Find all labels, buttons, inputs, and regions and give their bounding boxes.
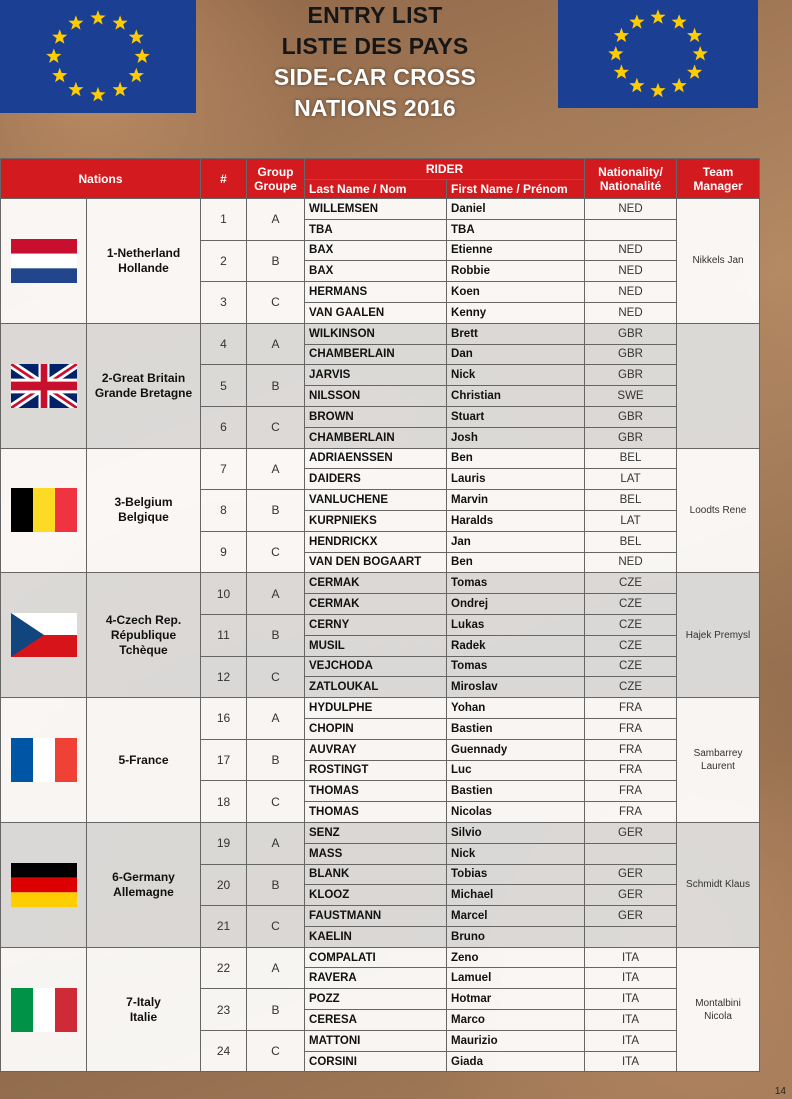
rider-first-name: Nick <box>447 843 585 864</box>
nation-name-fr: République <box>110 627 177 642</box>
rider-last-name: CHAMBERLAIN <box>305 427 447 448</box>
nation-name <box>87 822 201 947</box>
header-manager: Manager <box>693 178 743 193</box>
rider-nationality: GBR <box>585 427 677 448</box>
start-number: 3 <box>201 282 247 324</box>
header-nationality-en: Nationality/ <box>598 164 663 179</box>
rider-first-name: Lukas <box>447 614 585 635</box>
netherlands-flag-icon <box>11 239 77 283</box>
start-number: 12 <box>201 656 247 698</box>
rider-first-name: TBA <box>447 219 585 240</box>
rider-last-name: HYDULPHE <box>305 698 447 719</box>
rider-last-name: ROSTINGT <box>305 760 447 781</box>
nation-flag-cell <box>1 323 87 448</box>
nation-name-fr: Allemagne <box>113 884 174 899</box>
header-nations: Nations <box>1 159 201 199</box>
france-flag-icon <box>11 738 77 782</box>
nation-name-en: 7-Italy <box>126 994 161 1009</box>
belgium-flag-icon <box>11 488 77 532</box>
header-nationality <box>585 159 677 199</box>
start-number: 9 <box>201 531 247 573</box>
eu-flag-icon <box>558 0 758 108</box>
group-letter: B <box>247 240 305 282</box>
rider-last-name: KAELIN <box>305 926 447 947</box>
rider-last-name: THOMAS <box>305 802 447 823</box>
group-letter: A <box>247 698 305 740</box>
group-letter: A <box>247 448 305 490</box>
team-manager: Sambarrey Laurent <box>677 698 760 823</box>
rider-first-name: Nick <box>447 365 585 386</box>
rider-nationality: FRA <box>585 739 677 760</box>
rider-nationality: GER <box>585 885 677 906</box>
page-number: 14 <box>774 1086 786 1097</box>
rider-row <box>1 698 760 719</box>
start-number: 16 <box>201 698 247 740</box>
nation-name-en: 2-Great Britain <box>101 370 186 385</box>
header-group-fr: Groupe <box>254 178 297 193</box>
rider-first-name: Bastien <box>447 718 585 739</box>
start-number: 4 <box>201 323 247 365</box>
title-line-1: ENTRY LIST <box>307 2 443 28</box>
entry-list-table <box>0 158 760 1072</box>
start-number: 23 <box>201 989 247 1031</box>
rider-nationality: BEL <box>585 531 677 552</box>
rider-first-name: Robbie <box>447 261 585 282</box>
nation-flag-cell <box>1 199 87 324</box>
rider-last-name: ZATLOUKAL <box>305 677 447 698</box>
rider-first-name: Hotmar <box>447 989 585 1010</box>
rider-nationality: FRA <box>585 781 677 802</box>
rider-first-name: Nicolas <box>447 802 585 823</box>
rider-nationality: FRA <box>585 802 677 823</box>
start-number: 17 <box>201 739 247 781</box>
rider-last-name: FAUSTMANN <box>305 906 447 927</box>
rider-first-name: Tobias <box>447 864 585 885</box>
rider-first-name: Etienne <box>447 240 585 261</box>
nation-flag-cell <box>1 448 87 573</box>
rider-last-name: BROWN <box>305 406 447 427</box>
nation-name-fr-2: Tchèque <box>119 642 168 657</box>
rider-last-name: CERMAK <box>305 594 447 615</box>
nation-name-en: 5-France <box>118 752 169 767</box>
nation-flag-cell <box>1 822 87 947</box>
rider-first-name: Bastien <box>447 781 585 802</box>
rider-nationality: GBR <box>585 323 677 344</box>
group-letter: A <box>247 573 305 615</box>
start-number: 6 <box>201 406 247 448</box>
rider-first-name: Zeno <box>447 947 585 968</box>
nation-name <box>87 448 201 573</box>
rider-first-name: Bruno <box>447 926 585 947</box>
rider-first-name: Haralds <box>447 510 585 531</box>
rider-last-name: VEJCHODA <box>305 656 447 677</box>
group-letter: C <box>247 531 305 573</box>
rider-first-name: Michael <box>447 885 585 906</box>
rider-nationality: NED <box>585 282 677 303</box>
rider-last-name: WILLEMSEN <box>305 199 447 220</box>
rider-row <box>1 323 760 344</box>
nation-flag-cell <box>1 573 87 698</box>
group-letter: C <box>247 406 305 448</box>
rider-nationality: CZE <box>585 677 677 698</box>
rider-first-name: Brett <box>447 323 585 344</box>
start-number: 20 <box>201 864 247 906</box>
group-letter: B <box>247 614 305 656</box>
header-last-name: Last Name / Nom <box>305 180 447 199</box>
rider-first-name: Koen <box>447 282 585 303</box>
rider-nationality: CZE <box>585 594 677 615</box>
start-number: 18 <box>201 781 247 823</box>
rider-last-name: BAX <box>305 261 447 282</box>
header-first-name: First Name / Prénom <box>447 180 585 199</box>
rider-nationality: ITA <box>585 1010 677 1031</box>
nation-name <box>87 573 201 698</box>
nation-name-en: 4-Czech Rep. <box>105 612 182 627</box>
rider-nationality: NED <box>585 552 677 573</box>
rider-nationality <box>585 219 677 240</box>
nation-name-fr: Grande Bretagne <box>94 385 193 400</box>
uk-flag-icon <box>11 364 77 408</box>
rider-last-name: RAVERA <box>305 968 447 989</box>
start-number: 22 <box>201 947 247 989</box>
rider-nationality <box>585 843 677 864</box>
rider-first-name: Christian <box>447 386 585 407</box>
group-letter: B <box>247 365 305 407</box>
rider-row <box>1 822 760 843</box>
rider-first-name: Miroslav <box>447 677 585 698</box>
czech-flag-icon <box>11 613 77 657</box>
nation-name <box>87 698 201 823</box>
eu-flag-icon <box>0 0 196 113</box>
rider-nationality <box>585 926 677 947</box>
rider-nationality: LAT <box>585 469 677 490</box>
group-letter: C <box>247 1030 305 1072</box>
entries-body <box>1 199 760 1072</box>
rider-first-name: Lamuel <box>447 968 585 989</box>
rider-last-name: CHAMBERLAIN <box>305 344 447 365</box>
rider-first-name: Maurizio <box>447 1030 585 1051</box>
rider-nationality: GBR <box>585 406 677 427</box>
group-letter: A <box>247 947 305 989</box>
group-letter: A <box>247 822 305 864</box>
group-letter: B <box>247 739 305 781</box>
page-title <box>225 0 525 124</box>
rider-first-name: Ben <box>447 448 585 469</box>
group-letter: C <box>247 656 305 698</box>
rider-last-name: AUVRAY <box>305 739 447 760</box>
header-nationality-fr: Nationalité <box>599 178 662 193</box>
italy-flag-icon <box>11 988 77 1032</box>
nation-name-fr: Italie <box>129 1009 158 1024</box>
rider-first-name: Daniel <box>447 199 585 220</box>
rider-last-name: WILKINSON <box>305 323 447 344</box>
rider-nationality: ITA <box>585 968 677 989</box>
group-letter: B <box>247 864 305 906</box>
rider-last-name: JARVIS <box>305 365 447 386</box>
rider-nationality: CZE <box>585 635 677 656</box>
rider-nationality: CZE <box>585 573 677 594</box>
group-letter: C <box>247 906 305 948</box>
start-number: 19 <box>201 822 247 864</box>
rider-row <box>1 947 760 968</box>
rider-first-name: Tomas <box>447 656 585 677</box>
team-manager: Schmidt Klaus <box>677 822 760 947</box>
start-number: 1 <box>201 199 247 241</box>
rider-last-name: CERMAK <box>305 573 447 594</box>
rider-nationality: GER <box>585 906 677 927</box>
start-number: 2 <box>201 240 247 282</box>
header-number: # <box>201 159 247 199</box>
rider-nationality: NED <box>585 302 677 323</box>
rider-nationality: BEL <box>585 490 677 511</box>
rider-first-name: Jan <box>447 531 585 552</box>
rider-last-name: MATTONI <box>305 1030 447 1051</box>
header-team-manager <box>677 159 760 199</box>
rider-nationality: CZE <box>585 656 677 677</box>
rider-nationality: ITA <box>585 1030 677 1051</box>
nation-name-en: 6-Germany <box>112 869 175 884</box>
rider-nationality: NED <box>585 199 677 220</box>
rider-last-name: DAIDERS <box>305 469 447 490</box>
group-letter: C <box>247 781 305 823</box>
header-team: Team <box>702 164 734 179</box>
rider-nationality: CZE <box>585 614 677 635</box>
start-number: 11 <box>201 614 247 656</box>
rider-nationality: ITA <box>585 947 677 968</box>
nation-name-fr: Hollande <box>118 260 169 275</box>
nation-name <box>87 199 201 324</box>
rider-nationality: GBR <box>585 344 677 365</box>
group-letter: B <box>247 490 305 532</box>
header-group-en: Group <box>257 164 294 179</box>
rider-last-name: KLOOZ <box>305 885 447 906</box>
rider-first-name: Tomas <box>447 573 585 594</box>
rider-first-name: Marco <box>447 1010 585 1031</box>
rider-last-name: NILSSON <box>305 386 447 407</box>
team-manager: Montalbini Nicola <box>677 947 760 1072</box>
title-line-2: LISTE DES PAYS <box>281 33 469 59</box>
team-manager: Loodts Rene <box>677 448 760 573</box>
start-number: 5 <box>201 365 247 407</box>
rider-last-name: VANLUCHENE <box>305 490 447 511</box>
rider-first-name: Lauris <box>447 469 585 490</box>
germany-flag-icon <box>11 863 77 907</box>
rider-last-name: SENZ <box>305 822 447 843</box>
rider-first-name: Yohan <box>447 698 585 719</box>
rider-first-name: Luc <box>447 760 585 781</box>
rider-nationality: GER <box>585 822 677 843</box>
rider-nationality: ITA <box>585 989 677 1010</box>
rider-row <box>1 448 760 469</box>
rider-nationality: LAT <box>585 510 677 531</box>
rider-nationality: ITA <box>585 1051 677 1072</box>
rider-nationality: NED <box>585 261 677 282</box>
nation-name-en: 1-Netherland <box>106 245 181 260</box>
rider-first-name: Stuart <box>447 406 585 427</box>
start-number: 24 <box>201 1030 247 1072</box>
start-number: 21 <box>201 906 247 948</box>
start-number: 10 <box>201 573 247 615</box>
rider-nationality: NED <box>585 240 677 261</box>
rider-last-name: POZZ <box>305 989 447 1010</box>
rider-nationality: SWE <box>585 386 677 407</box>
rider-row <box>1 199 760 220</box>
team-manager: Nikkels Jan <box>677 199 760 324</box>
rider-last-name: CERNY <box>305 614 447 635</box>
rider-first-name: Ben <box>447 552 585 573</box>
title-line-3: SIDE-CAR CROSS <box>273 64 477 90</box>
eu-flag-left <box>0 0 196 113</box>
rider-row <box>1 573 760 594</box>
start-number: 7 <box>201 448 247 490</box>
rider-last-name: BAX <box>305 240 447 261</box>
rider-first-name: Marcel <box>447 906 585 927</box>
rider-first-name: Marvin <box>447 490 585 511</box>
rider-first-name: Radek <box>447 635 585 656</box>
team-manager: Hajek Premysl <box>677 573 760 698</box>
group-letter: A <box>247 323 305 365</box>
rider-last-name: COMPALATI <box>305 947 447 968</box>
rider-first-name: Dan <box>447 344 585 365</box>
rider-nationality: GBR <box>585 365 677 386</box>
rider-last-name: BLANK <box>305 864 447 885</box>
rider-nationality: FRA <box>585 760 677 781</box>
rider-last-name: ADRIAENSSEN <box>305 448 447 469</box>
nation-flag-cell <box>1 698 87 823</box>
rider-last-name: TBA <box>305 219 447 240</box>
group-letter: B <box>247 989 305 1031</box>
rider-nationality: GER <box>585 864 677 885</box>
rider-last-name: HENDRICKX <box>305 531 447 552</box>
rider-last-name: CERESA <box>305 1010 447 1031</box>
rider-first-name: Giada <box>447 1051 585 1072</box>
nation-flag-cell <box>1 947 87 1072</box>
rider-last-name: HERMANS <box>305 282 447 303</box>
rider-first-name: Josh <box>447 427 585 448</box>
rider-last-name: VAN GAALEN <box>305 302 447 323</box>
rider-last-name: MASS <box>305 843 447 864</box>
group-letter: C <box>247 282 305 324</box>
rider-last-name: CHOPIN <box>305 718 447 739</box>
nation-name-en: 3-Belgium <box>114 495 173 510</box>
rider-first-name: Ondrej <box>447 594 585 615</box>
rider-last-name: KURPNIEKS <box>305 510 447 531</box>
nation-name-fr: Belgique <box>118 510 169 525</box>
nation-name <box>87 323 201 448</box>
rider-first-name: Silvio <box>447 822 585 843</box>
title-line-4: NATIONS 2016 <box>294 95 456 121</box>
team-manager <box>677 323 760 448</box>
eu-flag-right <box>558 0 758 108</box>
start-number: 8 <box>201 490 247 532</box>
nation-name <box>87 947 201 1072</box>
rider-nationality: FRA <box>585 718 677 739</box>
rider-nationality: FRA <box>585 698 677 719</box>
rider-last-name: MUSIL <box>305 635 447 656</box>
rider-first-name: Kenny <box>447 302 585 323</box>
rider-first-name: Guennady <box>447 739 585 760</box>
header-rider: RIDER <box>305 159 585 180</box>
group-letter: A <box>247 199 305 241</box>
rider-last-name: VAN DEN BOGAART <box>305 552 447 573</box>
rider-last-name: THOMAS <box>305 781 447 802</box>
rider-last-name: CORSINI <box>305 1051 447 1072</box>
header-group <box>247 159 305 199</box>
rider-nationality: BEL <box>585 448 677 469</box>
